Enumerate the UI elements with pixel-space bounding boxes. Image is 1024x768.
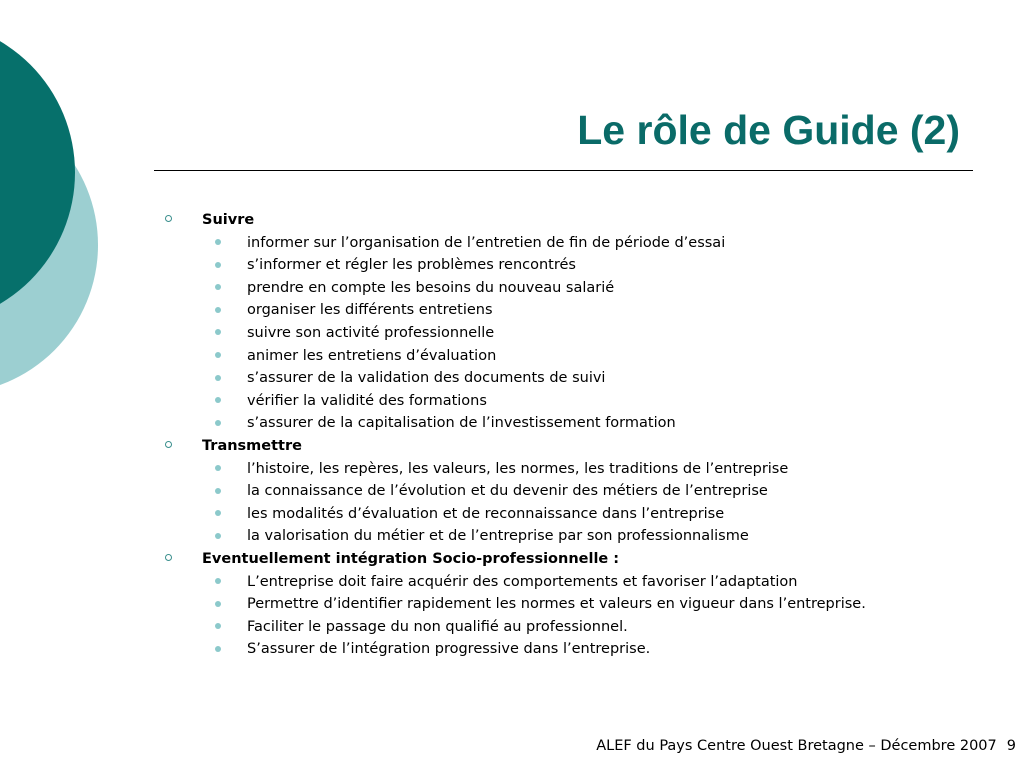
list-item-label: Faciliter le passage du non qualifié au professionnel. (247, 618, 628, 635)
list-item (160, 298, 1000, 321)
list-item (160, 502, 1000, 525)
slide-footer (596, 736, 1016, 756)
list-item-label: s’assurer de la validation des documents de suivi (247, 370, 606, 387)
dot-bullet-icon (215, 578, 221, 584)
dot-bullet-icon (215, 375, 221, 381)
list-item (160, 276, 1000, 299)
dot-bullet-icon (215, 352, 221, 358)
section-heading: Eventuellement intégration Socio-professionnelle : (202, 550, 620, 567)
list-item-label: s’informer et régler les problèmes rencontrés (247, 257, 576, 274)
section-heading: Suivre (202, 212, 255, 228)
list-item (160, 524, 1000, 547)
list-item (160, 231, 1000, 254)
list-item (160, 457, 1000, 480)
list-item (160, 389, 1000, 412)
section-heading-row (160, 434, 1000, 457)
dot-bullet-icon (215, 510, 221, 516)
list-item-label: suivre son activité professionnelle (247, 324, 495, 341)
page-number: 9 (1006, 738, 1016, 754)
list-item (160, 479, 1000, 502)
section-suivre (160, 208, 1000, 434)
sub-list (160, 231, 1000, 434)
dot-bullet-icon (215, 284, 221, 290)
dot-bullet-icon (215, 646, 221, 652)
bullet-list (160, 208, 1000, 660)
list-item-label: les modalités d’évaluation et de reconnaissance dans l’entreprise (247, 505, 725, 522)
list-item (160, 344, 1000, 367)
dot-bullet-icon (215, 601, 221, 607)
dot-bullet-icon (215, 533, 221, 539)
dot-bullet-icon (215, 239, 221, 245)
dot-bullet-icon (215, 488, 221, 494)
ring-bullet-icon (165, 441, 172, 448)
dot-bullet-icon (215, 262, 221, 268)
list-item (160, 411, 1000, 434)
list-item-label: prendre en compte les besoins du nouveau salarié (247, 279, 615, 296)
section-heading-row (160, 547, 1000, 570)
list-item (160, 366, 1000, 389)
list-item-label: la connaissance de l’évolution et du devenir des métiers de l’entreprise (247, 483, 768, 500)
list-item-label: la valorisation du métier et de l’entreprise par son professionnalisme (247, 528, 749, 545)
ring-bullet-icon (165, 554, 172, 561)
list-item-label: animer les entretiens d’évaluation (247, 347, 497, 364)
ring-bullet-icon (165, 215, 172, 222)
dot-bullet-icon (215, 329, 221, 335)
section-heading: Transmettre (202, 437, 302, 454)
list-item-label: l’histoire, les repères, les valeurs, les normes, les traditions de l’entreprise (247, 460, 789, 477)
list-item-label: S’assurer de l’intégration progressive dans l’entreprise. (247, 641, 651, 658)
footer-text: ALEF du Pays Centre Ouest Bretagne – Décembre 2007 (596, 738, 997, 754)
list-item-label: L’entreprise doit faire acquérir des comportements et favoriser l’adaptation (247, 573, 798, 590)
list-item-label: informer sur l’organisation de l’entretien de fin de période d’essai (247, 234, 726, 251)
dot-bullet-icon (215, 397, 221, 403)
title-divider (154, 170, 973, 171)
list-item-label: s’assurer de la capitalisation de l’investissement formation (247, 415, 676, 432)
dot-bullet-icon (215, 465, 221, 471)
list-item (160, 615, 1000, 638)
dot-bullet-icon (215, 307, 221, 313)
sub-list (160, 457, 1000, 547)
section-heading-row (160, 208, 1000, 231)
dot-bullet-icon (215, 420, 221, 426)
section-transmettre (160, 434, 1000, 547)
list-item-label: organiser les différents entretiens (247, 302, 493, 319)
list-item (160, 637, 1000, 660)
list-item (160, 570, 1000, 593)
slide-title: Le rôle de Guide (2) (577, 107, 960, 153)
list-item-label: vérifier la validité des formations (247, 392, 487, 409)
list-item (160, 592, 1000, 615)
list-item (160, 321, 1000, 344)
list-item-label: Permettre d’identifier rapidement les normes et valeurs en vigueur dans l’entreprise. (247, 596, 866, 613)
dot-bullet-icon (215, 623, 221, 629)
sub-list (160, 570, 1000, 660)
list-item (160, 253, 1000, 276)
section-integration (160, 547, 1000, 660)
